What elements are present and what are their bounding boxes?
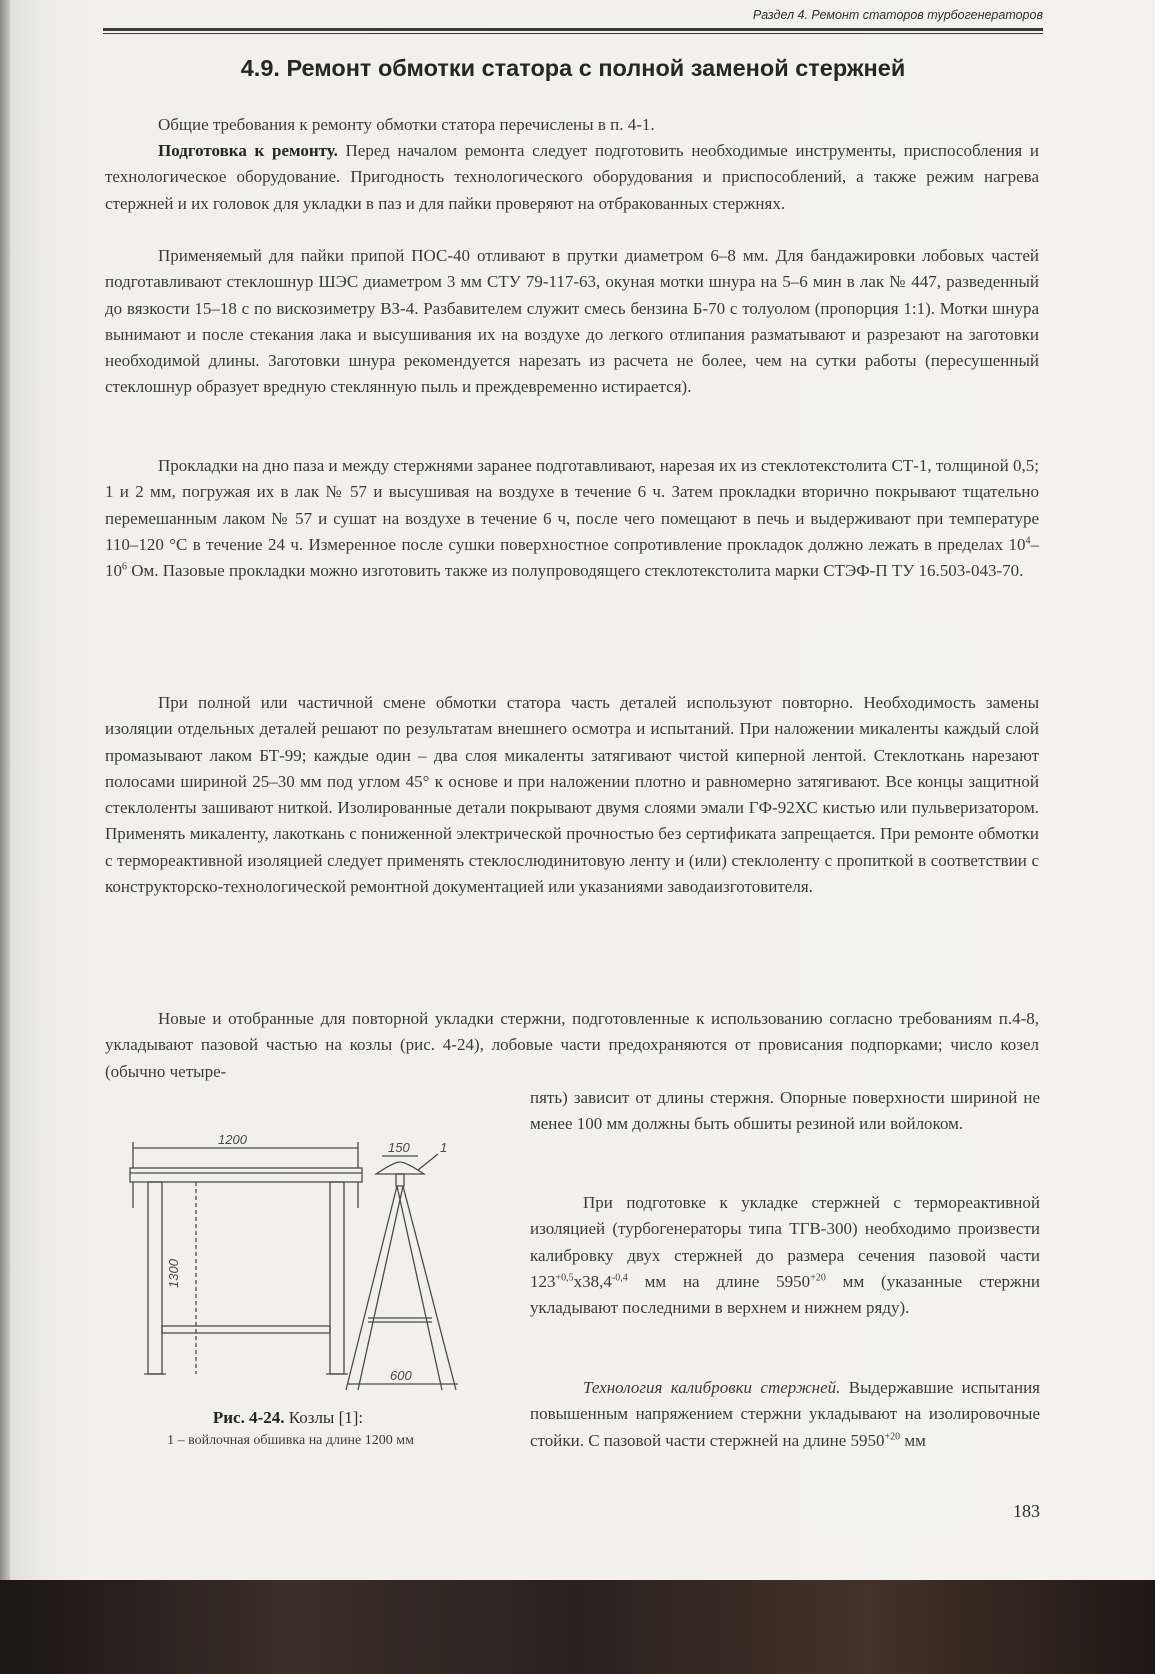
paragraph-text: пять) зависит от длины стержня. Опорные поверхности шириной не менее 100 мм должны быть обшиты резиной или войлоком. bbox=[530, 1088, 1040, 1134]
paragraph-text: Применяемый для пайки припой ПОС-40 отливают в прутки диаметром 6–8 мм. Для бандажировки лобовых частей подготавливают стеклошнур ШЭС диаметром 3 мм СТУ 79-117-63, окуная мотки шнура на 5–6 мин в лак № 447, разведенный до вязкости 15–18 с по вискозиметру ВЗ-4. Разбавителем служит смесь бензина Б-70 с толуолом (пропорция 1:1). Мотки шнура вынимают и после стекания лака и высушивания их на воздухе до легкого отлипания разматывают и разрезают на заготовки необходимой длины. Заготовки шнура рекомендуется нарезать из расчета не более, чем на сутки работы (пересушенный стеклошнур образует вредную стеклянную пыль и преждевременно истирается). bbox=[105, 246, 1039, 397]
dim-label-top: 150 bbox=[388, 1140, 410, 1155]
exponent: +20 bbox=[810, 1272, 826, 1284]
trestle-drawing-svg bbox=[118, 1128, 478, 1408]
paragraph-text: Перед началом ремонта следует подготовить необходимые инструменты, приспособления и технологическое оборудование. Пригодность технологического оборудования и приспособлений, а также режим нагрева стержней и их головок для укладки в паз и для пайки проверяют на отбракованных стержнях. bbox=[105, 141, 1039, 213]
aframe-leg-right-outer bbox=[403, 1186, 456, 1390]
paragraph-text: мм (указанные стержни укладывают последними в верхнем и нижнем ряду). bbox=[530, 1271, 1040, 1318]
section-title: 4.9. Ремонт обмотки статора с полной заменой стержней bbox=[240, 55, 906, 81]
figure-caption-text: Козлы [1]: bbox=[284, 1408, 364, 1427]
exponent: 6 bbox=[122, 561, 127, 573]
dim-label-length: 1200 bbox=[218, 1132, 247, 1147]
desk-background-strip bbox=[0, 1580, 1155, 1674]
paragraph-text: Ом. Пазовые прокладки можно изготовить также из полупроводящего стеклотекстолита марки СТЭФ-П ТУ 16.503-043-70. bbox=[127, 561, 1024, 581]
figure-caption-title bbox=[118, 1408, 458, 1428]
header-rule bbox=[103, 28, 1043, 34]
trestle-leg-right bbox=[330, 1182, 344, 1374]
paragraph-text: –10 bbox=[105, 534, 1039, 581]
paragraph-trestles bbox=[105, 1006, 1039, 1085]
aframe-leg-left-outer bbox=[346, 1186, 397, 1390]
paragraph-text: Новые и отобранные для повторной укладки стержни, подготовленные к использованию согласно требованиям п.4-8, укладывают пазовой частью на козлы (рис. 4-24), лобовые части предохраняются от провисания подпорками; число козел (обычно четыре- bbox=[105, 1009, 1039, 1081]
paragraph-lead: Подготовка к ремонту. bbox=[158, 141, 338, 160]
trestle-crossbar bbox=[162, 1326, 330, 1333]
paragraph-calibration-technology bbox=[530, 1375, 1040, 1454]
callout-number: 1 bbox=[440, 1140, 448, 1155]
paragraph-text: мм bbox=[900, 1430, 926, 1450]
paragraph-trestles-continued bbox=[530, 1085, 1040, 1138]
paragraph-calibration-prep bbox=[530, 1190, 1040, 1321]
page-binding-edge bbox=[0, 0, 10, 1580]
paragraph-text: При полной или частичной смене обмотки статора часть деталей используют повторно. Необходимость замены изоляции отдельных деталей решают по результатам внешнего осмотра и испытаний. При наложении микаленты каждый слой промазывают лаком БТ-99; каждые один – два слоя микаленты затягивают чистой киперной лентой. Стеклоткань нарезают полосами шириной 25–30 мм под углом 45° к основе и при наложении плотно и равномерно затягивают. Все концы защитной стеклоленты зашивают ниткой. Изолированные детали покрывают двумя слоями эмали ГФ-92ХС кистью или пульверизатором. Применять микаленту, лакоткань с пониженной электрической прочностью без сертификата запрещается. При ремонте обмотки с термореактивной изоляцией следует применять стеклослюдинитовую ленту и (или) стеклоленту с пропиткой в соответствии с конструкторско-технологической ремонтной документацией или указаниями заводаизготовителя. bbox=[105, 693, 1039, 897]
paragraph-text: Общие требования к ремонту обмотки статора перечислены в п. 4-1. bbox=[158, 115, 655, 134]
paragraph-lead: Технология калибровки стержней. bbox=[583, 1378, 841, 1397]
paragraph-text: Выдержавшие испытания повышенным напряжением стержни укладывают на изолировочные стойки. С пазовой части стержней на длине 5950 bbox=[530, 1378, 1040, 1450]
figure-caption-description: 1 – войлочная обшивка на длине 1200 мм bbox=[167, 1433, 414, 1448]
aframe-head bbox=[396, 1174, 404, 1186]
paragraph-text: Прокладки на дно паза и между стержнями заранее подготавливают, нарезая их из стеклотекстолита СТ-1, толщиной 0,5; 1 и 2 мм, погружая их в лак № 57 и высушивая на воздухе в течение 6 ч. Затем прокладки вторично покрывают тщательно перемешанным лаком № 57 и сушат на воздухе в течение 6 ч, после чего помещают в печь и выдерживают при температуре 110–120 °С в течение 24 ч. Измеренное после сушки поверхностное сопротивление прокладок должно лежать в пределах 10 bbox=[105, 456, 1039, 554]
paragraph-text: мм на длине 5950 bbox=[627, 1271, 811, 1291]
exponent: +0,5 bbox=[555, 1272, 574, 1284]
running-header: Раздел 4. Ремонт статоров турбогенераторов bbox=[752, 8, 1043, 22]
paragraph-preparation bbox=[105, 138, 1039, 217]
aframe-support-pad bbox=[376, 1162, 424, 1174]
paragraph-solder bbox=[105, 243, 1039, 401]
exponent: +20 bbox=[884, 1430, 901, 1442]
dim-label-height: 1300 bbox=[166, 1259, 181, 1288]
exponent: 4 bbox=[1025, 535, 1031, 547]
aframe-leg-right-inner bbox=[397, 1186, 442, 1390]
trestle-leg-left bbox=[148, 1182, 162, 1374]
dim-label-base: 600 bbox=[390, 1368, 412, 1383]
paragraph-text: х38,4 bbox=[573, 1271, 612, 1291]
paragraph-spacers bbox=[105, 453, 1039, 584]
page-number: 183 bbox=[1013, 1501, 1040, 1521]
paragraph-general-requirements bbox=[105, 112, 1039, 138]
aframe-leg-left-inner bbox=[358, 1186, 403, 1390]
figure-caption-label: Рис. 4-24. bbox=[212, 1408, 285, 1427]
figure-trestle-drawing bbox=[118, 1128, 478, 1408]
paragraph-replacement bbox=[105, 690, 1039, 900]
callout-leader bbox=[418, 1154, 438, 1170]
paragraph-text: При подготовке к укладке стержней с термореактивной изоляцией (турбогенераторы типа ТГВ-300) необходимо произвести калибровку двух стержней до размера сечения пазовой части 123 bbox=[530, 1193, 1040, 1291]
trestle-top-board bbox=[130, 1168, 362, 1182]
exponent: -0,4 bbox=[611, 1272, 628, 1284]
